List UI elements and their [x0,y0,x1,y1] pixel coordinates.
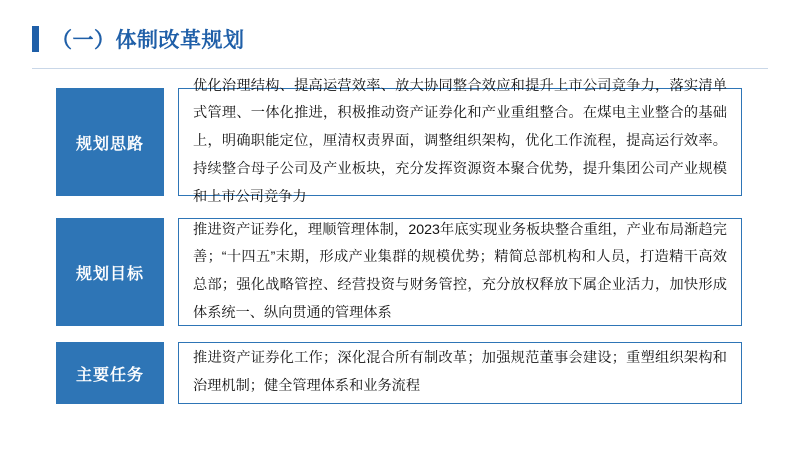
title-divider [32,68,768,69]
row-content-text: 推进资产证券化，理顺管理体制，2023年底实现业务板块整合重组，产业布局渐趋完善；“十四五”末期，形成产业集群的规模优势；精简总部机构和人员，打造精干高效总部；强化战略管控、经营投资与财务管控，充分放权释放下属企业活力，加快形成体系统一、纵向贯通的管理体系 [193,221,727,321]
row-label-planning-approach: 规划思路 [56,88,164,196]
page-title [32,24,245,54]
table-row [56,342,742,404]
row-content-cell [178,77,742,205]
row-content-text: 推进资产证券化工作；深化混合所有制改革；加强规范董事会建设；重塑组织架构和治理机制；健全管理体系和业务流程 [193,350,727,394]
table-row [56,77,742,205]
row-content-text: 优化治理结构、提高运营效率、放大协同整合效应和提升上市公司竞争力，落实清单式管理、一体化推进，积极推动资产证券化和产业重组整合。在煤电主业整合的基础上，明确职能定位，厘清权责界面，调整组织架构，优化工作流程，提高运行效率。持续整合母子公司及产业板块，充分发挥资源资本聚合优势，提升集团公司产业规模和上市公司竞争力 [193,77,727,205]
table-row [56,218,742,326]
title-accent-bar [32,26,39,52]
row-content-cell [178,342,742,404]
title-text: （一）体制改革规划 [51,29,245,52]
row-content-cell [178,218,742,326]
row-label-main-tasks: 主要任务 [56,342,164,404]
row-label-planning-goals: 规划目标 [56,218,164,326]
